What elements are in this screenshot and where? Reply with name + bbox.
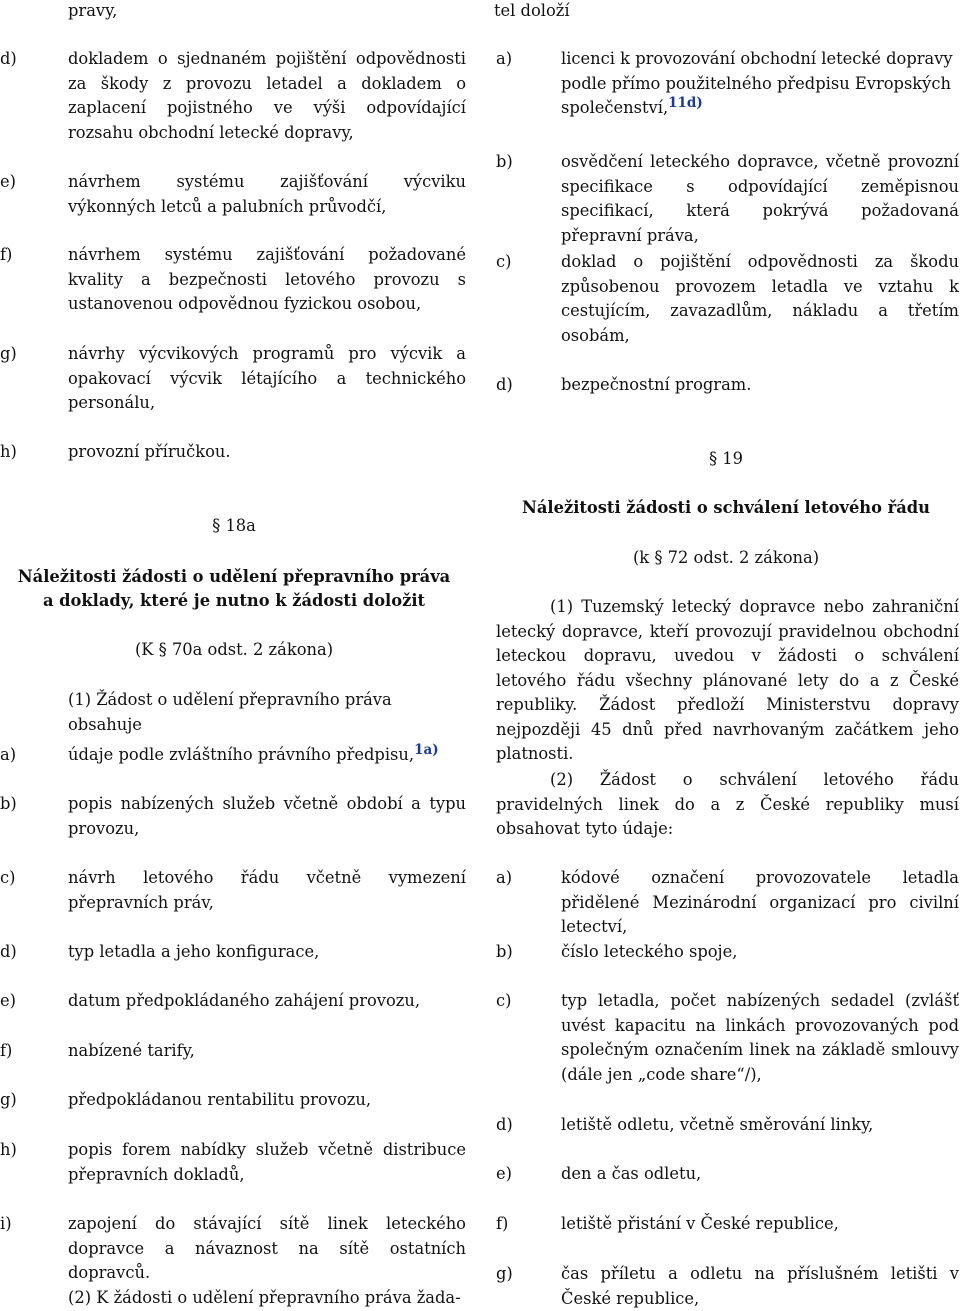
item-label: a) xyxy=(496,868,513,887)
item-text: nabízené tarify, xyxy=(68,1041,195,1060)
item-label: b) xyxy=(496,942,513,961)
item-label: a) xyxy=(0,745,17,764)
item-label: i) xyxy=(0,1214,12,1233)
item-label: b) xyxy=(0,794,17,813)
item-label: f) xyxy=(0,1041,13,1060)
section-reference: (K § 70a odst. 2 zákona) xyxy=(134,640,334,659)
item-text: návrh letového řádu včetně vymezení přepravních práv, xyxy=(68,868,466,912)
footnote-ref[interactable]: 11d) xyxy=(668,95,703,111)
item-text: popis nabízených služeb včetně období a typu provozu, xyxy=(68,794,466,838)
continued-text: pravy, xyxy=(68,1,118,20)
section-heading: a doklady, které je nutno k žádosti doložit xyxy=(42,591,426,610)
item-label: e) xyxy=(0,172,16,191)
item-text: návrhem systému zajišťování výcviku výkonných letců a palubních průvodčí, xyxy=(68,172,466,216)
item-text: číslo leteckého spoje, xyxy=(561,942,738,961)
item-label: d) xyxy=(0,942,17,961)
item-text xyxy=(68,743,468,769)
item-text: den a čas odletu, xyxy=(561,1164,702,1183)
item-text: datum předpokládaného zahájení provozu, xyxy=(68,991,421,1010)
item-text: zapojení do stávající sítě linek leteckého dopravce a návaznost na sítě ostatních dopravců. xyxy=(68,1214,466,1282)
item-label: c) xyxy=(0,868,16,887)
item-label: e) xyxy=(0,991,16,1010)
item-label: b) xyxy=(496,152,513,171)
continued-text: tel doloží xyxy=(494,1,570,20)
item-label: d) xyxy=(0,49,17,68)
item-label: g) xyxy=(496,1264,513,1283)
item-text: typ letadla a jeho konfigurace, xyxy=(68,942,320,961)
item-text: čas příletu a odletu na příslušném letišti v České republice, xyxy=(561,1264,959,1308)
item-text: dokladem o sjednaném pojištění odpovědnosti za škody z provozu letadel a dokladem o zaplacení pojistného ve výši odpovídající rozsahu obchodní letecké dopravy, xyxy=(68,49,466,142)
section-heading: Náležitosti žádosti o schválení letového řádu xyxy=(521,498,931,517)
item-text: návrhy výcvikových programů pro výcvik a opakovací výcvik létajícího a technického personálu, xyxy=(68,344,466,412)
item-label: e) xyxy=(496,1164,512,1183)
section-number: § 18a xyxy=(212,516,256,535)
item-text: letiště přistání v České republice, xyxy=(561,1214,839,1233)
item-text-body: licenci k provozování obchodní letecké dopravy podle přímo použitelného předpisu Evropských společenství, xyxy=(561,49,953,117)
item-text: osvědčení leteckého dopravce, včetně provozní specifikace s odpovídající zeměpisnou specifikací, která pokrývá požadovaná přepravní práva, xyxy=(561,152,959,245)
item-label: h) xyxy=(0,442,17,461)
item-text: kódové označení provozovatele letadla přidělené Mezinárodní organizací pro civilní letectví, xyxy=(561,868,959,936)
paragraph: (1) Žádost o udělení přepravního práva obsahuje xyxy=(68,690,392,734)
item-text: popis forem nabídky služeb včetně distribuce přepravních dokladů, xyxy=(68,1140,466,1184)
paragraph: (1) Tuzemský letecký dopravce nebo zahraniční letecký dopravce, kteří provozují pravidelnou obchodní leteckou dopravu, uvedou v žádosti o schválení letového řádu všechny plánované lety do a z České republiky. Žádost předloží Ministerstvu dopravy nejpozději 45 dnů před navrhovaným začátkem jeho platnosti. xyxy=(496,597,959,763)
item-label: g) xyxy=(0,1090,17,1109)
item-text xyxy=(561,47,959,122)
item-label: g) xyxy=(0,344,17,363)
section-reference: (k § 72 odst. 2 zákona) xyxy=(632,548,820,567)
item-text: doklad o pojištění odpovědnosti za škodu způsobenou provozem letadla ve vztahu k cestujícím, zavazadlům, nákladu a třetím osobám, xyxy=(561,252,959,345)
item-label: c) xyxy=(496,991,512,1010)
paragraph: (2) Žádost o schválení letového řádu pravidelných linek do a z České republiky musí obsahovat tyto údaje: xyxy=(496,770,959,838)
paragraph: (2) K žádosti o udělení přepravního práva žada- xyxy=(68,1288,461,1307)
item-label: a) xyxy=(496,49,513,68)
item-label: h) xyxy=(0,1140,17,1159)
item-label: f) xyxy=(496,1214,509,1233)
item-text-body: údaje podle zvláštního právního předpisu, xyxy=(68,745,415,764)
item-text: provozní příručkou. xyxy=(68,442,231,461)
item-label: f) xyxy=(0,245,13,264)
item-label: c) xyxy=(496,252,512,271)
section-heading: Náležitosti žádosti o udělení přepravního práva xyxy=(17,567,451,586)
item-text: návrhem systému zajišťování požadované kvality a bezpečnosti letového provozu s ustanovenou odpovědnou fyzickou osobou, xyxy=(68,245,466,313)
item-label: d) xyxy=(496,1115,513,1134)
section-number: § 19 xyxy=(708,449,744,468)
item-text: letiště odletu, včetně směrování linky, xyxy=(561,1115,874,1134)
item-text: předpokládanou rentabilitu provozu, xyxy=(68,1090,371,1109)
item-label: d) xyxy=(496,375,513,394)
item-text: typ letadla, počet nabízených sedadel (zvlášť uvést kapacitu na linkách provozovaných pod společným označením linek na základě smlouvy (dále jen „code share“/), xyxy=(561,991,959,1084)
footnote-ref[interactable]: 1a) xyxy=(414,742,439,758)
item-text: bezpečnostní program. xyxy=(561,375,752,394)
